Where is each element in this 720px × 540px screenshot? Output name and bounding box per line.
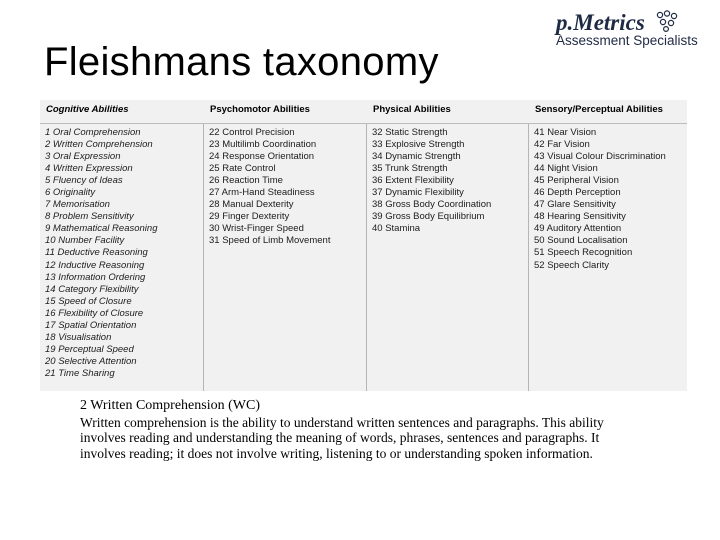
ability-item: 48 Hearing Sensitivity: [534, 211, 626, 223]
ability-item: 44 Night Vision: [534, 163, 598, 175]
ability-item: 11 Deductive Reasoning: [45, 247, 148, 259]
ability-item: 40 Stamina: [372, 223, 421, 235]
ability-item: 15 Speed of Closure: [45, 295, 132, 307]
description-line: involves reading; it does not involve writing, listening to or understanding spoken information.: [80, 445, 593, 461]
ability-item: 38 Gross Body Coordination: [372, 199, 492, 211]
ability-item: 49 Auditory Attention: [534, 223, 622, 235]
ability-item: 50 Sound Localisation: [534, 235, 628, 247]
logo-name: p.Metrics: [556, 10, 645, 35]
logo-dots-icon: [654, 10, 678, 32]
ability-item: 46 Depth Perception: [534, 187, 621, 199]
ability-item: 51 Speech Recognition: [534, 247, 633, 259]
description-line: involves reading and understanding the meaning of words, phrases, sentences and paragraphs. It: [80, 430, 600, 445]
column-physical: [367, 124, 529, 391]
ability-item: 42 Far Vision: [534, 139, 590, 151]
ability-item: 19 Perceptual Speed: [45, 343, 134, 355]
ability-item: 33 Explosive Strength: [372, 139, 465, 151]
column-sensory: [529, 124, 687, 391]
ability-item: 9 Mathematical Reasoning: [45, 223, 158, 235]
logo: [552, 8, 712, 52]
ability-item: 21 Time Sharing: [45, 367, 115, 379]
ability-item: 4 Written Expression: [45, 163, 133, 175]
ability-item: 31 Speed of Limb Movement: [209, 235, 331, 247]
ability-item: 43 Visual Colour Discrimination: [534, 151, 666, 163]
ability-item: 23 Multilimb Coordination: [209, 139, 317, 151]
ability-item: 24 Response Orientation: [209, 151, 315, 163]
ability-item: 10 Number Facility: [45, 235, 125, 247]
ability-item: 6 Originality: [45, 187, 96, 199]
ability-item: 28 Manual Dexterity: [209, 199, 294, 211]
ability-item: 5 Fluency of Ideas: [45, 175, 123, 187]
ability-item: 45 Peripheral Vision: [534, 175, 619, 187]
ability-item: 17 Spatial Orientation: [45, 319, 137, 331]
ability-item: 25 Rate Control: [209, 163, 276, 175]
description-line: Written comprehension is the ability to understand written sentences and paragraphs. This ability: [80, 414, 604, 430]
ability-item: 2 Written Comprehension: [45, 139, 153, 151]
column-header-cognitive: Cognitive Abilities: [40, 100, 204, 124]
ability-item: 39 Gross Body Equilibrium: [372, 211, 485, 223]
ability-item: 30 Wrist-Finger Speed: [209, 223, 304, 235]
ability-item: 1 Oral Comprehension: [45, 127, 141, 138]
column-cognitive: [40, 124, 204, 391]
ability-item: 20 Selective Attention: [45, 355, 137, 367]
ability-item: 14 Category Flexibility: [45, 283, 139, 295]
ability-item: 3 Oral Expression: [45, 151, 121, 163]
ability-item: 8 Problem Sensitivity: [45, 211, 134, 223]
column-header-sensory: Sensory/Perceptual Abilities: [529, 100, 687, 124]
page-title: Fleishmans taxonomy: [44, 40, 439, 84]
ability-item: 13 Information Ordering: [45, 271, 146, 283]
ability-item: 35 Trunk Strength: [372, 163, 448, 175]
ability-item: 27 Arm-Hand Steadiness: [209, 187, 315, 199]
ability-item: 7 Memorisation: [45, 199, 110, 211]
column-header-physical: Physical Abilities: [367, 100, 529, 124]
ability-item: 34 Dynamic Strength: [372, 151, 461, 163]
ability-item: 32 Static Strength: [372, 127, 448, 138]
ability-item: 29 Finger Dexterity: [209, 211, 290, 223]
column-psychomotor: [204, 124, 367, 391]
ability-item: 41 Near Vision: [534, 127, 597, 138]
ability-item: 52 Speech Clarity: [534, 259, 609, 271]
ability-item: 36 Extent Flexibility: [372, 175, 454, 187]
ability-item: 16 Flexibility of Closure: [45, 307, 144, 319]
ability-item: 47 Glare Sensitivity: [534, 199, 616, 211]
ability-description: [80, 398, 710, 461]
taxonomy-table: [40, 100, 687, 391]
ability-item: 12 Inductive Reasoning: [45, 259, 145, 271]
ability-item: 18 Visualisation: [45, 331, 112, 343]
ability-item: 26 Reaction Time: [209, 175, 283, 187]
description-heading: 2 Written Comprehension (WC): [80, 398, 260, 413]
column-header-psychomotor: Psychomotor Abilities: [204, 100, 367, 124]
logo-tagline: Assessment Specialists: [556, 33, 698, 48]
ability-item: 22 Control Precision: [209, 127, 295, 138]
ability-item: 37 Dynamic Flexibility: [372, 187, 464, 199]
